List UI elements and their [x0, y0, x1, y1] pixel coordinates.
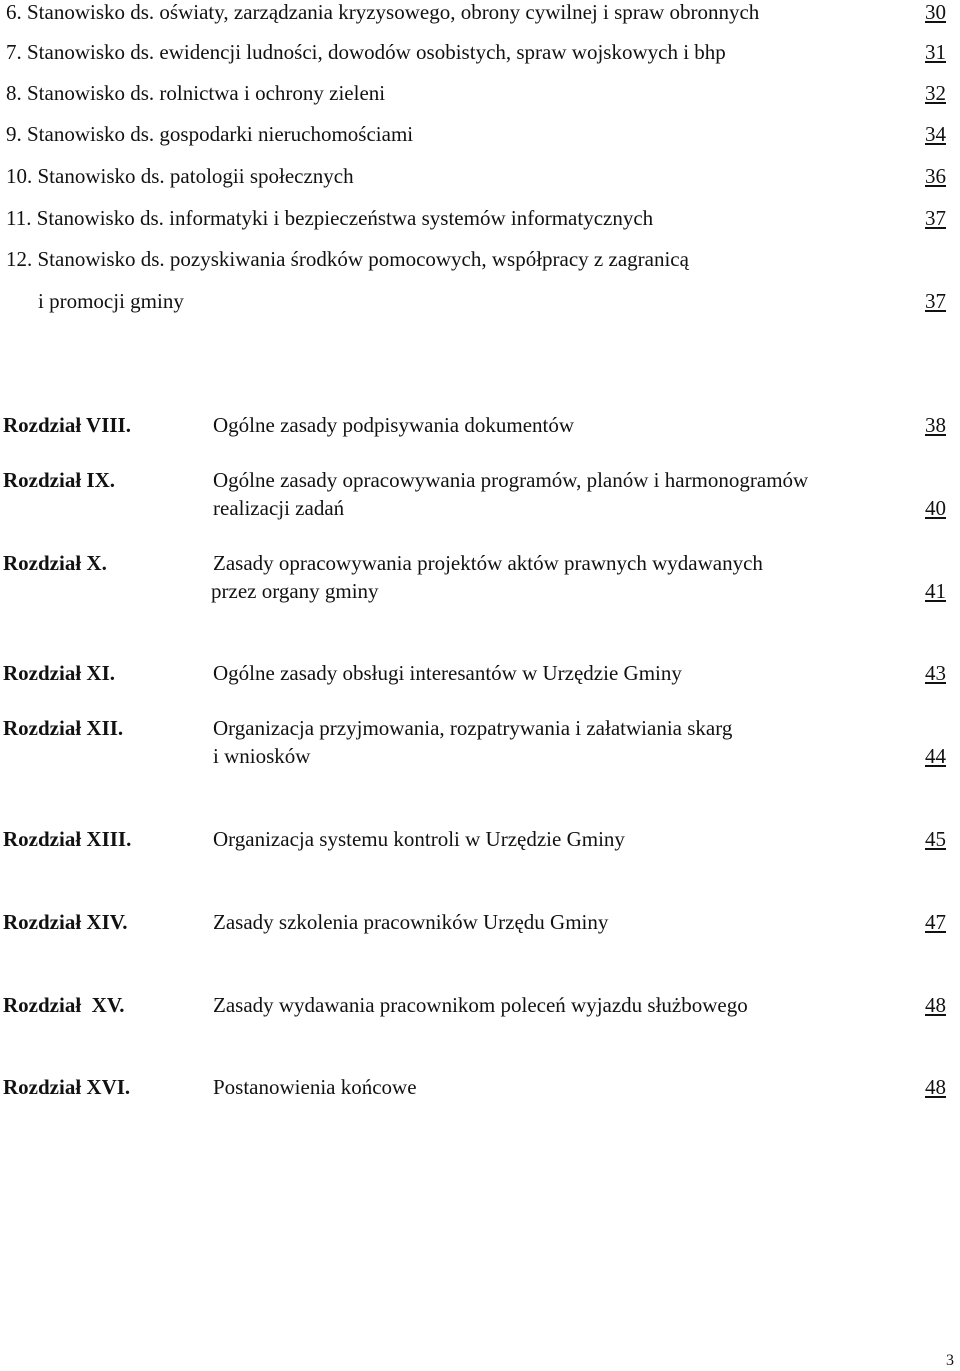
chapter-title: Zasady wydawania pracownikom poleceń wyjazdu służbowego [213, 993, 748, 1017]
chapter-title: Zasady szkolenia pracowników Urzędu Gminy [213, 910, 609, 934]
chapter-title-line2: realizacji zadań [213, 496, 345, 520]
toc-section-8: 8. Stanowisko ds. rolnictwa i ochrony zieleni [6, 81, 386, 105]
toc-section-12-line2: i promocji gminy [38, 289, 184, 313]
chapter-title: Organizacja systemu kontroli w Urzędzie Gminy [213, 827, 625, 851]
toc-section-7: 7. Stanowisko ds. ewidencji ludności, dowodów osobistych, spraw wojskowych i bhp [6, 40, 726, 64]
chapter-label: Rozdział XIV. [3, 910, 128, 934]
toc-section-10: 10. Stanowisko ds. patologii społecznych [6, 164, 354, 188]
toc-page-link[interactable]: 47 [925, 910, 946, 934]
chapter-title-line1: Ogólne zasady opracowywania programów, planów i harmonogramów [213, 468, 809, 492]
chapter-label: Rozdział X. [3, 551, 107, 575]
page-number: 3 [946, 1352, 954, 1369]
toc-page-link[interactable]: 38 [925, 413, 946, 437]
toc-section-12-line1: 12. Stanowisko ds. pozyskiwania środków pomocowych, współpracy z zagranicą [6, 247, 689, 271]
toc-page-link[interactable]: 37 [925, 206, 946, 230]
chapter-label: Rozdział XII. [3, 716, 124, 740]
toc-page-link[interactable]: 32 [925, 81, 946, 105]
toc-page-link[interactable]: 43 [925, 661, 946, 685]
chapter-title: Ogólne zasady obsługi interesantów w Urzędzie Gminy [213, 661, 682, 685]
toc-section-9: 9. Stanowisko ds. gospodarki nieruchomościami [6, 122, 414, 146]
toc-page-link[interactable]: 40 [925, 496, 946, 520]
toc-page-link[interactable]: 31 [925, 40, 946, 64]
chapter-label: Rozdział IX. [3, 468, 115, 492]
chapter-label: Rozdział XIII. [3, 827, 132, 851]
chapter-title: Postanowienia końcowe [213, 1075, 417, 1099]
chapter-title-line2: przez organy gminy [211, 579, 379, 603]
toc-page-link[interactable]: 34 [925, 122, 946, 146]
toc-page-link[interactable]: 41 [925, 579, 946, 603]
toc-page-link[interactable]: 48 [925, 993, 946, 1017]
chapter-title-line1: Organizacja przyjmowania, rozpatrywania i załatwiania skarg [213, 716, 733, 740]
toc-page-link[interactable]: 36 [925, 164, 946, 188]
toc-page-link[interactable]: 30 [925, 0, 946, 24]
chapter-label: Rozdział XVI. [3, 1075, 131, 1099]
toc-page-link[interactable]: 45 [925, 827, 946, 851]
chapter-label: Rozdział XV. [3, 993, 125, 1017]
toc-page-link[interactable]: 37 [925, 289, 946, 313]
chapter-title-line1: Zasady opracowywania projektów aktów prawnych wydawanych [213, 551, 763, 575]
toc-page-link[interactable]: 48 [925, 1075, 946, 1099]
chapter-title-line2: i wniosków [213, 744, 311, 768]
chapter-title: Ogólne zasady podpisywania dokumentów [213, 413, 575, 437]
toc-section-11: 11. Stanowisko ds. informatyki i bezpieczeństwa systemów informatycznych [6, 206, 654, 230]
chapter-label: Rozdział XI. [3, 661, 115, 685]
chapter-label: Rozdział VIII. [3, 413, 131, 437]
toc-section-6: 6. Stanowisko ds. oświaty, zarządzania kryzysowego, obrony cywilnej i spraw obronnych [6, 0, 760, 24]
toc-page-link[interactable]: 44 [925, 744, 946, 768]
